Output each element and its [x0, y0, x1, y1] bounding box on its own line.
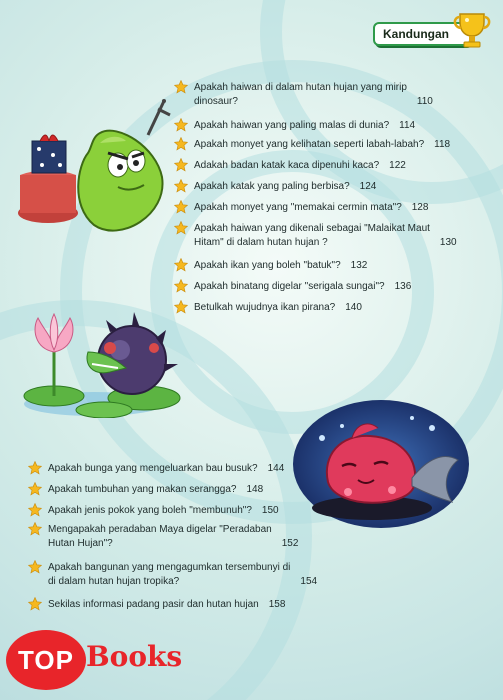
entry-page: 154: [300, 576, 318, 587]
star-icon: [174, 137, 188, 151]
star-icon: [174, 158, 188, 172]
entry-title: Apakah tumbuhan yang makan serangga?: [48, 484, 237, 495]
star-icon: [174, 258, 188, 272]
entry-title: Adakah badan katak kaca dipenuhi kaca?: [194, 160, 380, 171]
trophy-icon: [452, 8, 492, 50]
star-icon: [174, 118, 188, 132]
entry-page: 114: [399, 120, 416, 131]
entry-page: 124: [359, 181, 377, 192]
entry-page: 110: [416, 96, 433, 107]
star-icon: [28, 482, 42, 496]
contents-entry[interactable]: [174, 138, 450, 152]
topbooks-watermark: [0, 630, 196, 692]
entry-page: 148: [246, 484, 264, 495]
contents-entry[interactable]: [28, 504, 279, 518]
contents-entry[interactable]: [28, 462, 284, 476]
star-icon: [28, 522, 42, 536]
star-icon: [28, 560, 42, 574]
entry-title: Betulkah wujudnya ikan pirana?: [194, 302, 336, 313]
entry-page: 130: [439, 237, 457, 248]
entry-title: Apakah monyet yang "memakai cermin mata"?: [194, 202, 402, 213]
watermark-books-text: Books: [86, 640, 183, 673]
star-icon: [28, 461, 42, 475]
contents-entry[interactable]: [174, 259, 367, 273]
entry-title: Apakah katak yang paling berbisa?: [194, 181, 350, 192]
entry-title: Apakah monyet yang kelihatan seperti labah-labah?: [194, 139, 425, 150]
entry-title: Apakah haiwan di dalam hutan hujan yang mirip dinosaur?: [194, 82, 407, 107]
bean-character-illustration: [8, 95, 178, 240]
entry-page: 144: [267, 463, 285, 474]
entry-title: Apakah haiwan yang dikenali sebagai "Malaikat Maut Hitam" di dalam hutan hujan ?: [194, 223, 430, 248]
contents-entry[interactable]: [174, 280, 411, 294]
entry-title: Apakah bangunan yang mengagumkan tersembunyi di di dalam hutan hujan tropika?: [48, 562, 291, 587]
star-icon: [174, 279, 188, 293]
star-icon: [174, 179, 188, 193]
contents-entry[interactable]: [174, 119, 415, 133]
contents-entry[interactable]: [28, 561, 317, 589]
entry-page: 128: [411, 202, 429, 213]
entry-title: Sekilas informasi padang pasir dan hutan hujan: [48, 599, 259, 610]
entry-page: 118: [434, 139, 451, 150]
star-icon: [28, 597, 42, 611]
entry-title: Apakah haiwan yang paling malas di dunia?: [194, 120, 390, 131]
entry-page: 158: [268, 599, 286, 610]
star-icon: [174, 221, 188, 235]
contents-entry[interactable]: [174, 222, 457, 250]
fish-illustration: [292, 398, 470, 530]
entry-title: Apakah jenis pokok yang boleh "membunuh"?: [48, 505, 252, 516]
entry-page: 132: [350, 260, 368, 271]
entry-page: 136: [394, 281, 412, 292]
star-icon: [174, 300, 188, 314]
contents-entry[interactable]: [174, 159, 406, 173]
contents-entry[interactable]: [28, 483, 263, 497]
contents-entry[interactable]: [174, 301, 362, 315]
contents-entry[interactable]: [174, 81, 433, 109]
entry-page: 152: [281, 538, 299, 549]
contents-entry[interactable]: [28, 523, 298, 551]
entry-title: Apakah binatang digelar "serigala sungai"?: [194, 281, 385, 292]
contents-entry[interactable]: [174, 201, 428, 215]
lotus-creature-illustration: [14, 308, 204, 418]
entry-page: 140: [345, 302, 362, 313]
entry-title: Apakah bunga yang mengeluarkan bau busuk?: [48, 463, 258, 474]
contents-entry[interactable]: [174, 180, 376, 194]
watermark-top-text: TOP: [6, 630, 86, 690]
star-icon: [174, 80, 188, 94]
entry-page: 150: [261, 505, 279, 516]
entry-title: Mengapakah peradaban Maya digelar "Peradaban Hutan Hujan"?: [48, 524, 272, 549]
section-title-text: Kandungan: [383, 27, 449, 41]
star-icon: [28, 503, 42, 517]
entry-page: 122: [389, 160, 406, 171]
entry-title: Apakah ikan yang boleh "batuk"?: [194, 260, 341, 271]
contents-entry[interactable]: [28, 598, 285, 612]
star-icon: [174, 200, 188, 214]
